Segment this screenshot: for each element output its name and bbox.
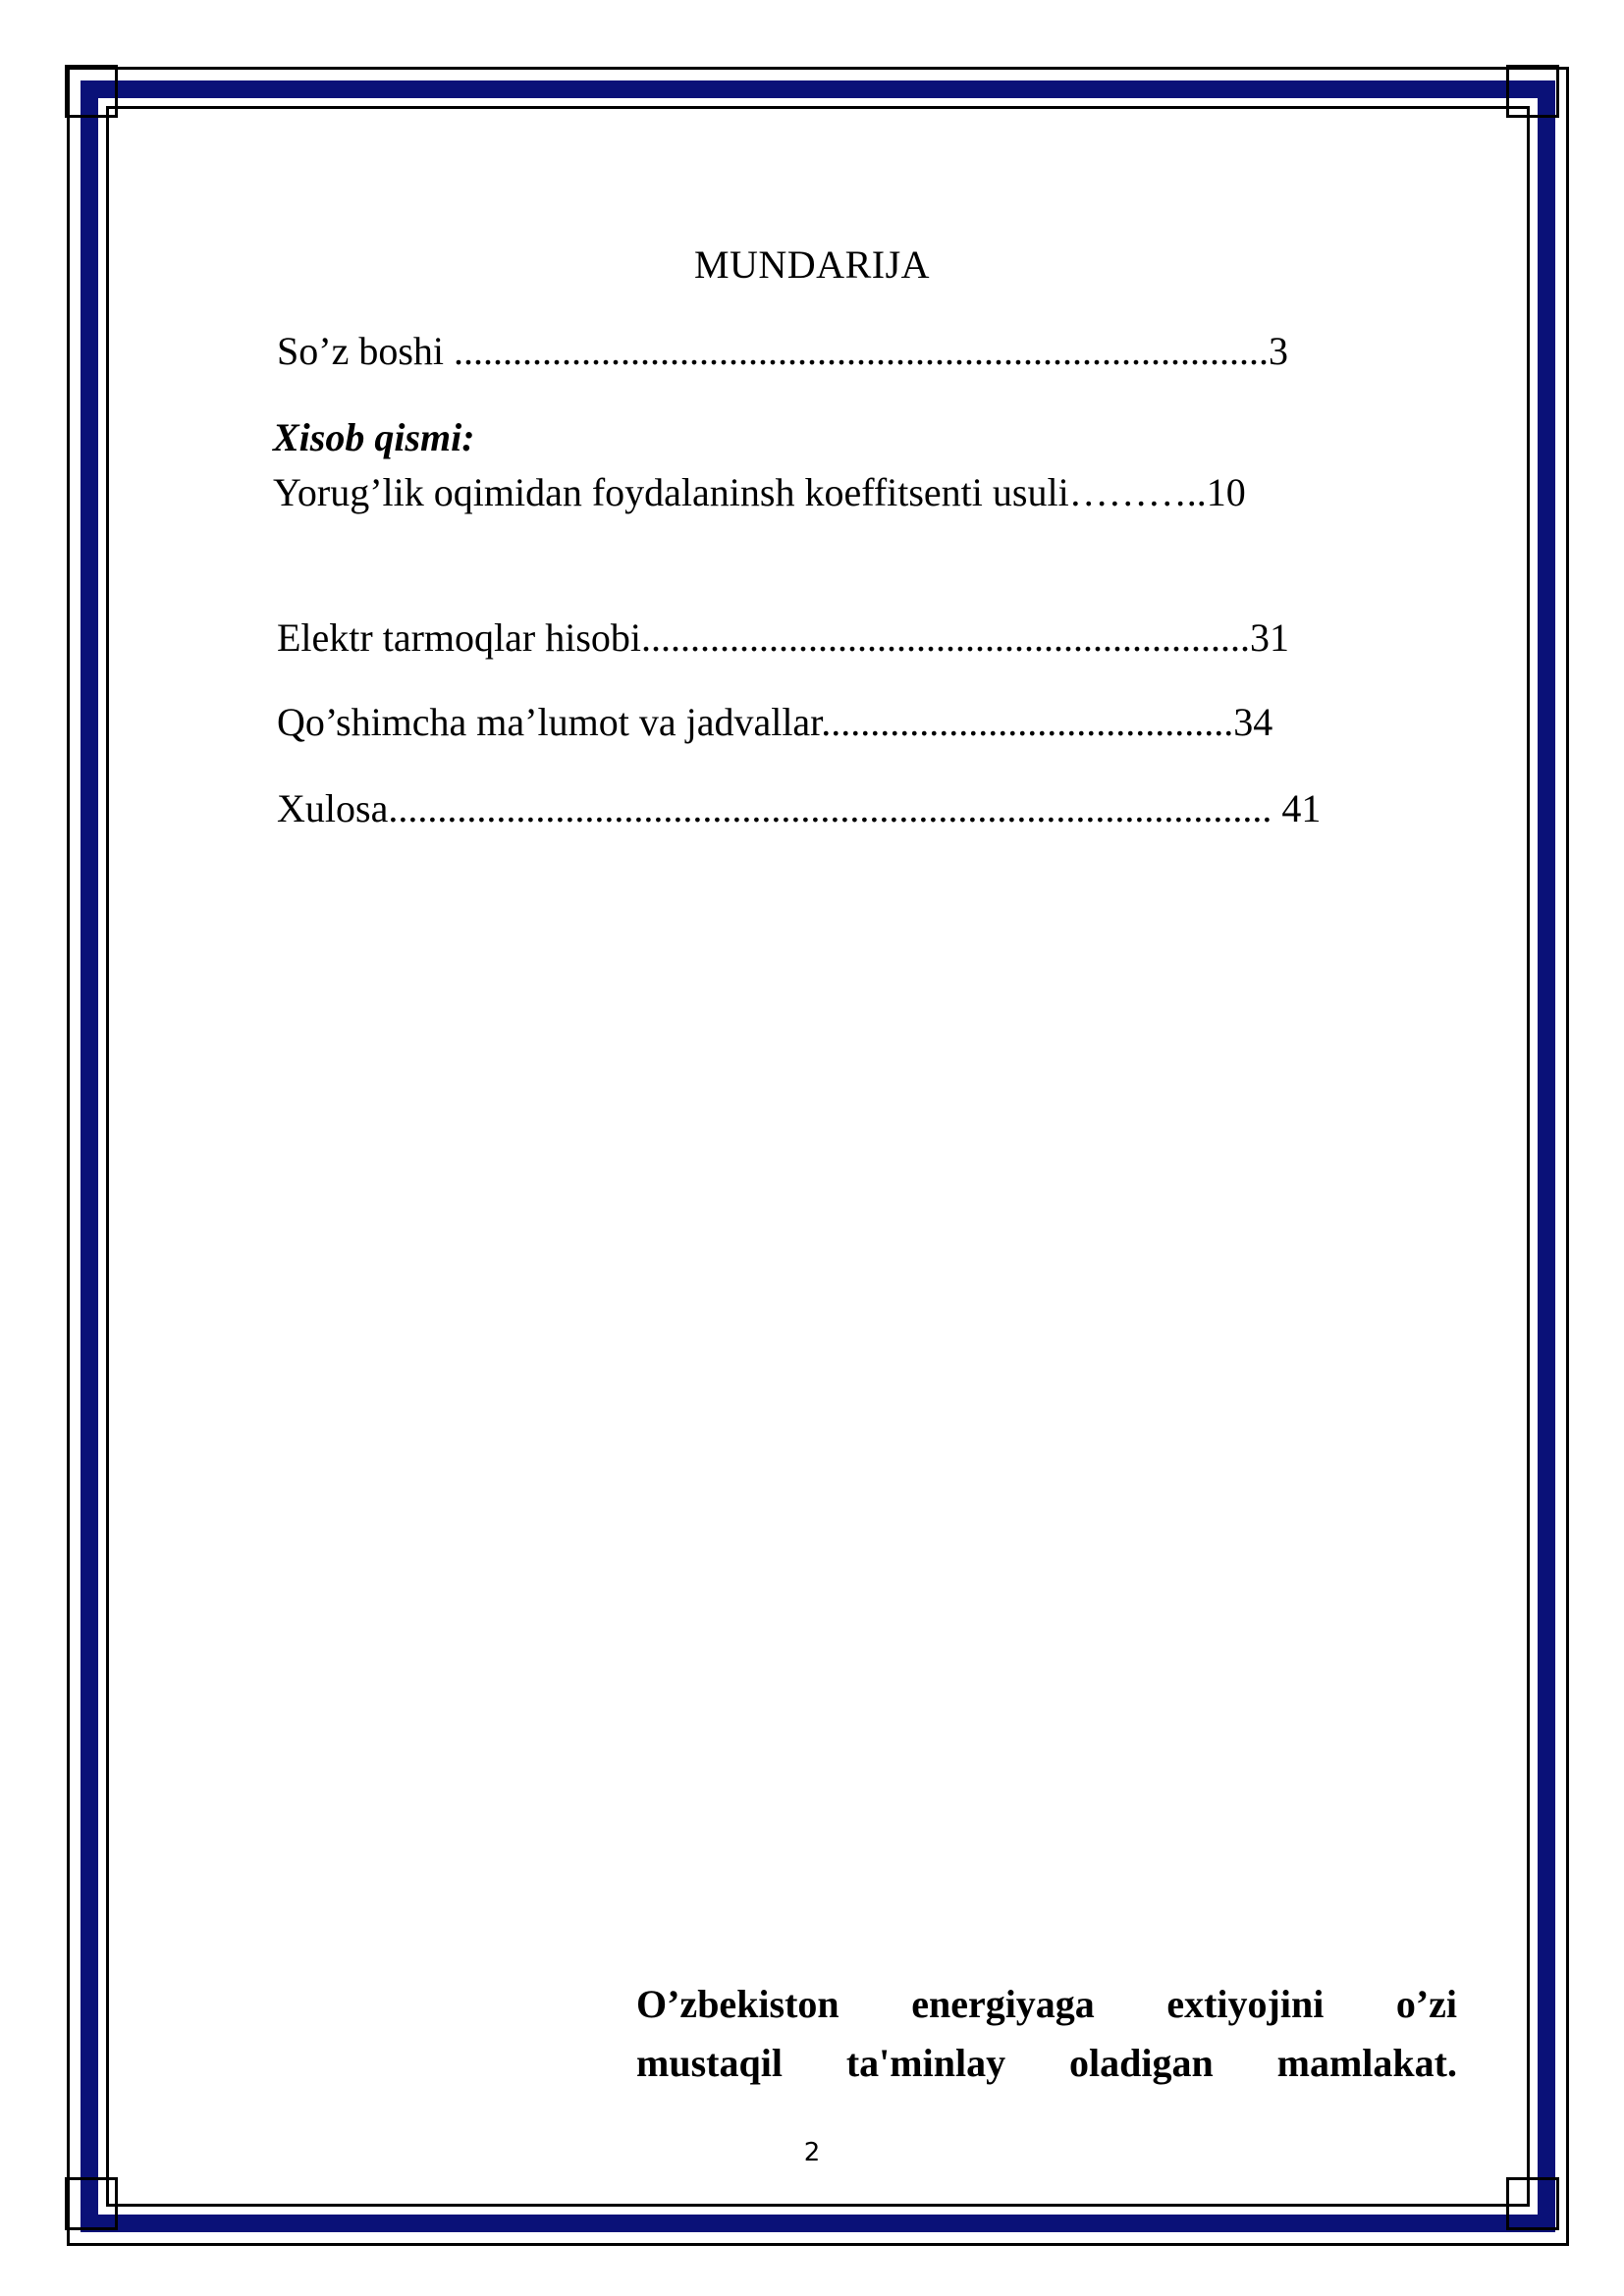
- toc-entry-light-flux: Yorug’lik oqimidan foydalaninsh koeffitsenti usuli………..10: [273, 470, 1246, 514]
- corner-ornament-top-right: [1506, 65, 1559, 118]
- toc-entry-electric-networks: Elektr tarmoqlar hisobi..............................................................31: [277, 615, 1290, 660]
- toc-entry-preface: So’z boshi ...................................................................................3: [277, 329, 1288, 373]
- corner-ornament-bottom-right: [1506, 2177, 1559, 2230]
- motto-quote: [636, 1975, 1457, 2093]
- toc-section-heading: Xisob qismi:: [273, 415, 475, 459]
- corner-ornament-top-left: [65, 65, 118, 118]
- toc-entry-additional-info: Qo’shimcha ma’lumot va jadvallar..........................................34: [277, 700, 1273, 744]
- page-title: MUNDARIJA: [693, 242, 931, 287]
- motto-line-1: O’zbekiston energiyaga extiyojini o’zi: [636, 1982, 1457, 2026]
- motto-line-2: mustaqil ta'minlay oladigan mamlakat.: [636, 2041, 1457, 2085]
- toc-entry-conclusion: Xulosa.......................................................................................... 41: [277, 786, 1322, 830]
- corner-ornament-bottom-left: [65, 2177, 118, 2230]
- page-number: 2: [803, 2138, 821, 2167]
